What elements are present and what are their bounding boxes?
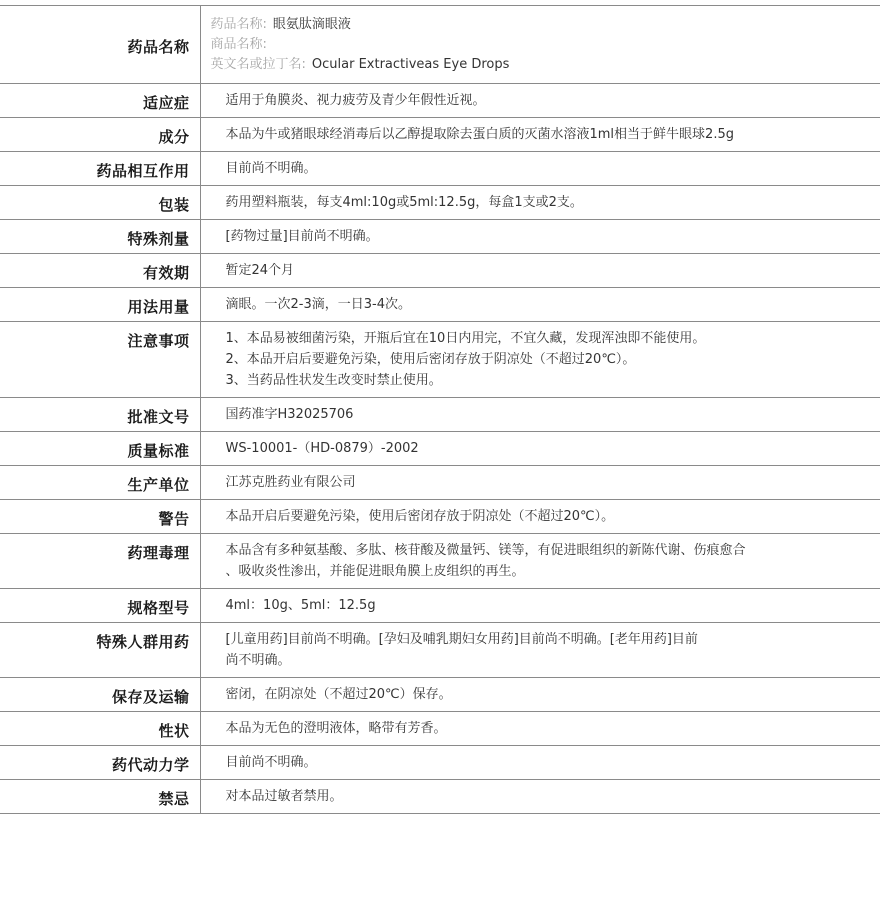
row-value-line: 对本品过敏者禁用。 [225, 789, 343, 804]
generic-name-value: 眼氨肽滴眼液 [272, 17, 351, 32]
row-label: 药理毒理 [0, 534, 200, 589]
spec-row [0, 623, 880, 678]
row-value-line: 本品含有多种氨基酸、多肽、核苷酸及微量钙、镁等，有促进眼组织的新陈代谢、伤痕愈合 [225, 543, 746, 558]
generic-name-line [211, 15, 871, 35]
row-label: 生产单位 [0, 466, 200, 500]
row-value-line: 目前尚不明确。 [225, 755, 317, 770]
row-label: 药品相互作用 [0, 152, 200, 186]
row-value-line: 暂定24个月 [225, 263, 295, 278]
row-value [200, 500, 880, 534]
spec-row [0, 186, 880, 220]
row-value-line: [药物过量]目前尚不明确。 [225, 229, 379, 244]
row-value-line: 目前尚不明确。 [225, 161, 317, 176]
row-label: 有效期 [0, 254, 200, 288]
spec-row [0, 118, 880, 152]
row-value [200, 84, 880, 118]
english-name-line [211, 55, 871, 75]
row-label: 药代动力学 [0, 746, 200, 780]
row-value [200, 712, 880, 746]
spec-row [0, 500, 880, 534]
row-value [200, 589, 880, 623]
spec-row [0, 466, 880, 500]
row-value [200, 186, 880, 220]
drug-name-details [200, 6, 880, 84]
row-value [200, 322, 880, 398]
row-value [200, 746, 880, 780]
trade-name-key: 商品名称: [210, 37, 267, 52]
spec-row [0, 678, 880, 712]
row-value [200, 432, 880, 466]
spec-row [0, 398, 880, 432]
row-label: 保存及运输 [0, 678, 200, 712]
row-value-line: WS-10001-（HD-0879）-2002 [225, 441, 419, 456]
row-value-line: 本品开启后要避免污染，使用后密闭存放于阴凉处（不超过20℃）。 [225, 509, 615, 524]
row-value-line: 4ml：10g、5ml：12.5g [225, 598, 376, 613]
row-value-line: 本品为无色的澄明液体，略带有芳香。 [225, 721, 447, 736]
row-value [200, 398, 880, 432]
generic-name-key: 药品名称: [210, 17, 267, 32]
row-label: 成分 [0, 118, 200, 152]
row-label: 特殊人群用药 [0, 623, 200, 678]
row-value-line: 滴眼。一次2-3滴，一日3-4次。 [225, 297, 411, 312]
row-value [200, 220, 880, 254]
spec-row [0, 780, 880, 814]
row-value [200, 678, 880, 712]
spec-row [0, 589, 880, 623]
row-value-line: 密闭，在阴凉处（不超过20℃）保存。 [225, 687, 452, 702]
drug-spec-table [0, 5, 880, 814]
row-label: 适应症 [0, 84, 200, 118]
row-value-line: 1、本品易被细菌污染，开瓶后宜在10日内用完，不宜久藏，发现浑浊即不能使用。 [225, 331, 706, 346]
row-label: 规格型号 [0, 589, 200, 623]
row-value [200, 288, 880, 322]
row-value-line: 国药准字H32025706 [225, 407, 354, 422]
row-label: 包装 [0, 186, 200, 220]
row-value [200, 466, 880, 500]
row-label: 特殊剂量 [0, 220, 200, 254]
spec-row [0, 746, 880, 780]
spec-row [0, 712, 880, 746]
row-value-line: 2、本品开启后要避免污染，使用后密闭存放于阴凉处（不超过20℃）。 [225, 352, 636, 367]
row-label: 警告 [0, 500, 200, 534]
row-value-line: [儿童用药]目前尚不明确。[孕妇及哺乳期妇女用药]目前尚不明确。[老年用药]目前 [225, 632, 698, 647]
row-label: 禁忌 [0, 780, 200, 814]
spec-row [0, 432, 880, 466]
row-label: 质量标准 [0, 432, 200, 466]
row-value [200, 623, 880, 678]
english-name-key: 英文名或拉丁名: [210, 57, 306, 72]
row-value-line: 江苏克胜药业有限公司 [225, 475, 356, 490]
spec-row [0, 322, 880, 398]
row-value [200, 254, 880, 288]
row-value-line: 3、当药品性状发生改变时禁止使用。 [225, 373, 442, 388]
spec-row [0, 84, 880, 118]
spec-row [0, 254, 880, 288]
row-value-line: 尚不明确。 [225, 653, 291, 668]
row-value [200, 152, 880, 186]
row-label: 批准文号 [0, 398, 200, 432]
trade-name-line [211, 35, 871, 55]
english-name-value: Ocular Extractiveas Eye Drops [311, 57, 510, 72]
drug-spec-table-body [0, 6, 880, 814]
row-value [200, 118, 880, 152]
spec-row [0, 288, 880, 322]
row-value-line: 适用于角膜炎、视力疲劳及青少年假性近视。 [225, 93, 486, 108]
row-value [200, 534, 880, 589]
spec-row [0, 220, 880, 254]
row-label: 注意事项 [0, 322, 200, 398]
row-value [200, 780, 880, 814]
row-label: 用法用量 [0, 288, 200, 322]
spec-row [0, 534, 880, 589]
spec-row [0, 152, 880, 186]
row-value-line: 、吸收炎性渗出，并能促进眼角膜上皮组织的再生。 [225, 564, 525, 579]
row-label: 性状 [0, 712, 200, 746]
drug-name-row [0, 6, 880, 84]
row-value-line: 本品为牛或猪眼球经消毒后以乙醇提取除去蛋白质的灭菌水溶液1ml相当于鲜牛眼球2.5g [225, 127, 734, 142]
row-value-line: 药用塑料瓶装，每支4ml:10g或5ml:12.5g，每盒1支或2支。 [225, 195, 583, 210]
row-label-drug-name: 药品名称 [0, 6, 200, 84]
